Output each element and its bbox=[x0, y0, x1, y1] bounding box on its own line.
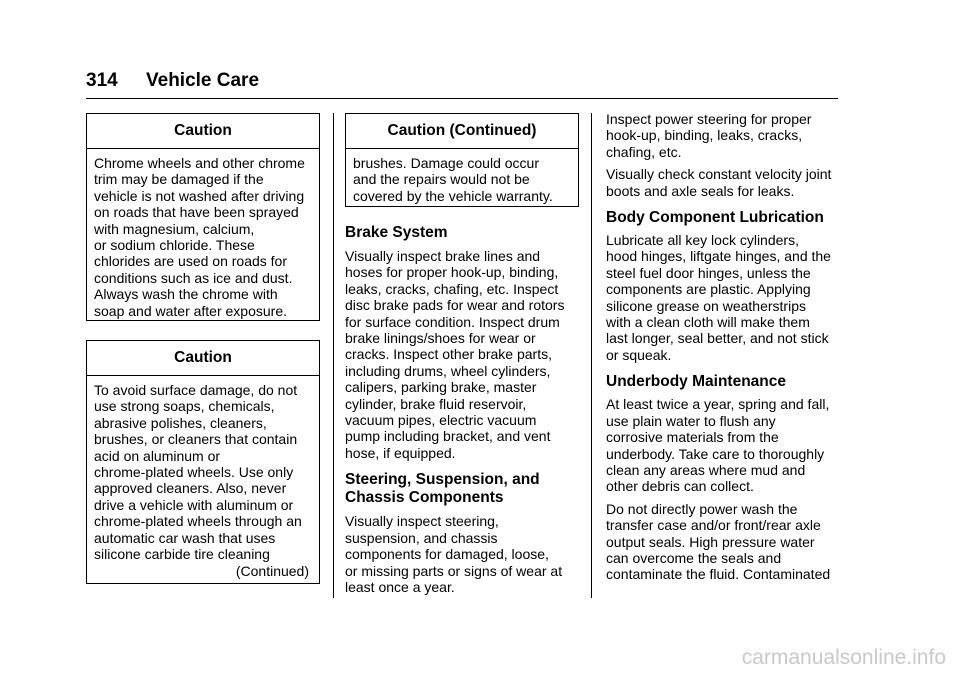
watermark: carmanualsonline.info bbox=[741, 646, 946, 669]
right-column-text bbox=[606, 111, 846, 583]
text-line: or sodium chloride. These bbox=[94, 237, 255, 254]
text-line: drive a vehicle with aluminum or bbox=[94, 496, 294, 513]
text-line: acid on aluminum or bbox=[94, 447, 221, 464]
text-line: or squeak. bbox=[606, 346, 672, 363]
middle-column-text bbox=[345, 224, 585, 595]
text-line: components for damaged, loose, bbox=[345, 546, 549, 563]
text-line: pump including bracket, and vent bbox=[345, 428, 551, 445]
text-line: boots and axle seals for leaks. bbox=[606, 182, 795, 199]
text-line: covered by the vehicle warranty. bbox=[353, 187, 553, 204]
brake-paragraph bbox=[345, 248, 585, 461]
text-line: Inspect power steering for proper bbox=[606, 111, 812, 127]
power-steering-paragraph bbox=[606, 111, 846, 160]
text-line: chafing, etc. bbox=[606, 143, 682, 160]
text-line: Do not directly power wash the bbox=[606, 500, 798, 517]
text-line: other debris can collect. bbox=[606, 478, 754, 495]
text-line: corrosive materials from the bbox=[606, 429, 779, 446]
text-line: At least twice a year, spring and fall, bbox=[606, 396, 830, 413]
caution-title: Caution bbox=[87, 114, 319, 149]
text-line: calipers, parking brake, master bbox=[345, 379, 537, 396]
text-line: Chrome wheels and other chrome bbox=[94, 155, 305, 171]
text-line: or missing parts or signs of wear at bbox=[345, 562, 563, 579]
text-line: for surface condition. Inspect drum bbox=[345, 313, 560, 330]
column-divider-1 bbox=[333, 113, 334, 598]
text-line: approved cleaners. Also, never bbox=[94, 480, 287, 497]
text-line: and the repairs would not be bbox=[353, 171, 530, 188]
text-line: Visually inspect steering, bbox=[345, 513, 499, 530]
text-line: can overcome the seals and bbox=[606, 549, 782, 566]
text-line: chrome-plated wheels. Use only bbox=[94, 464, 294, 481]
text-line: Lubricate all key lock cylinders, bbox=[606, 232, 799, 249]
text-line: hook-up, binding, leaks, cracks, bbox=[606, 127, 803, 144]
text-line: hose, if equipped. bbox=[345, 444, 456, 461]
text-line: vehicle is not washed after driving bbox=[94, 187, 305, 204]
text-line: underbody. Take care to thoroughly bbox=[606, 445, 825, 462]
continued-label: (Continued) bbox=[235, 563, 309, 580]
cv-joint-paragraph bbox=[606, 166, 846, 199]
heading-line: Steering, Suspension, and bbox=[345, 471, 540, 489]
text-line: Always wash the chrome with bbox=[94, 286, 278, 303]
page-header bbox=[86, 70, 838, 99]
body-lubrication-paragraph bbox=[606, 232, 846, 363]
underbody-paragraph-2 bbox=[606, 501, 846, 583]
text-line: leaks, cracks, chafing, etc. Inspect bbox=[345, 280, 559, 297]
text-line: components are plastic. Applying bbox=[606, 281, 811, 298]
text-line: with a clean cloth will make them bbox=[606, 314, 810, 331]
text-line: Visually check constant velocity joint bbox=[606, 166, 832, 183]
text-line: transfer case and/or front/rear axle bbox=[606, 517, 821, 534]
text-line: cylinder, brake fluid reservoir, bbox=[345, 395, 527, 412]
caution-title: Caution (Continued) bbox=[346, 114, 578, 149]
section-heading-steering bbox=[345, 471, 585, 507]
text-line: use plain water to flush any bbox=[606, 412, 776, 429]
caution-title: Caution bbox=[87, 341, 319, 376]
caution-box-2 bbox=[86, 340, 320, 584]
text-line: disc brake pads for wear and rotors bbox=[345, 297, 565, 314]
text-line: suspension, and chassis bbox=[345, 529, 498, 546]
section-heading-body-lubrication: Body Component Lubrication bbox=[606, 209, 824, 227]
caution-box-continued bbox=[345, 113, 579, 207]
text-line: silicone grease on weatherstrips bbox=[606, 297, 806, 314]
text-line: least once a year. bbox=[345, 578, 455, 595]
text-line: hood hinges, liftgate hinges, and the bbox=[606, 248, 831, 265]
text-line: abrasive polishes, cleaners, bbox=[94, 414, 267, 431]
text-line: chrome-plated wheels through an bbox=[94, 513, 302, 530]
section-heading-brake-system: Brake System bbox=[345, 224, 448, 241]
caution-body bbox=[346, 149, 578, 204]
page-number: 314 bbox=[86, 70, 118, 91]
text-line: clean any areas where mud and bbox=[606, 461, 806, 478]
text-line: hoses for proper hook-up, binding, bbox=[345, 264, 559, 281]
caution-body bbox=[87, 149, 319, 319]
text-line: vacuum pipes, electric vacuum bbox=[345, 412, 537, 429]
text-line: silicone carbide tire cleaning bbox=[94, 546, 270, 563]
text-line: use strong soaps, chemicals, bbox=[94, 398, 275, 415]
text-line: chlorides are used on roads for bbox=[94, 253, 287, 270]
text-line: brushes, or cleaners that contain bbox=[94, 431, 298, 448]
text-line: soap and water after exposure. bbox=[94, 302, 288, 319]
text-line: conditions such as ice and dust. bbox=[94, 269, 293, 286]
text-line: brake linings/shoes for wear or bbox=[345, 330, 536, 347]
text-line: contaminate the fluid. Contaminated bbox=[606, 566, 831, 583]
text-line: with magnesium, calcium, bbox=[94, 220, 255, 237]
text-line: Visually inspect brake lines and bbox=[345, 248, 541, 264]
column-divider-2 bbox=[591, 113, 592, 598]
heading-line: Chassis Components bbox=[345, 489, 504, 507]
text-line: last longer, seal better, and not stick bbox=[606, 330, 829, 347]
text-line: cracks. Inspect other brake parts, bbox=[345, 346, 552, 363]
text-line: trim may be damaged if the bbox=[94, 171, 264, 188]
text-line: output seals. High pressure water bbox=[606, 533, 815, 550]
section-title: Vehicle Care bbox=[146, 70, 260, 91]
text-line: on roads that have been sprayed bbox=[94, 204, 299, 221]
caution-body bbox=[87, 376, 319, 580]
text-line: including drums, wheel cylinders, bbox=[345, 362, 551, 379]
section-heading-underbody: Underbody Maintenance bbox=[606, 373, 786, 391]
text-line: automatic car wash that uses bbox=[94, 529, 276, 546]
underbody-paragraph-1 bbox=[606, 396, 846, 494]
text-line: To avoid surface damage, do not bbox=[94, 382, 298, 398]
text-line: brushes. Damage could occur bbox=[353, 155, 539, 171]
caution-box-1 bbox=[86, 113, 320, 321]
text-line: steel fuel door hinges, unless the bbox=[606, 264, 811, 281]
steering-paragraph bbox=[345, 513, 585, 595]
